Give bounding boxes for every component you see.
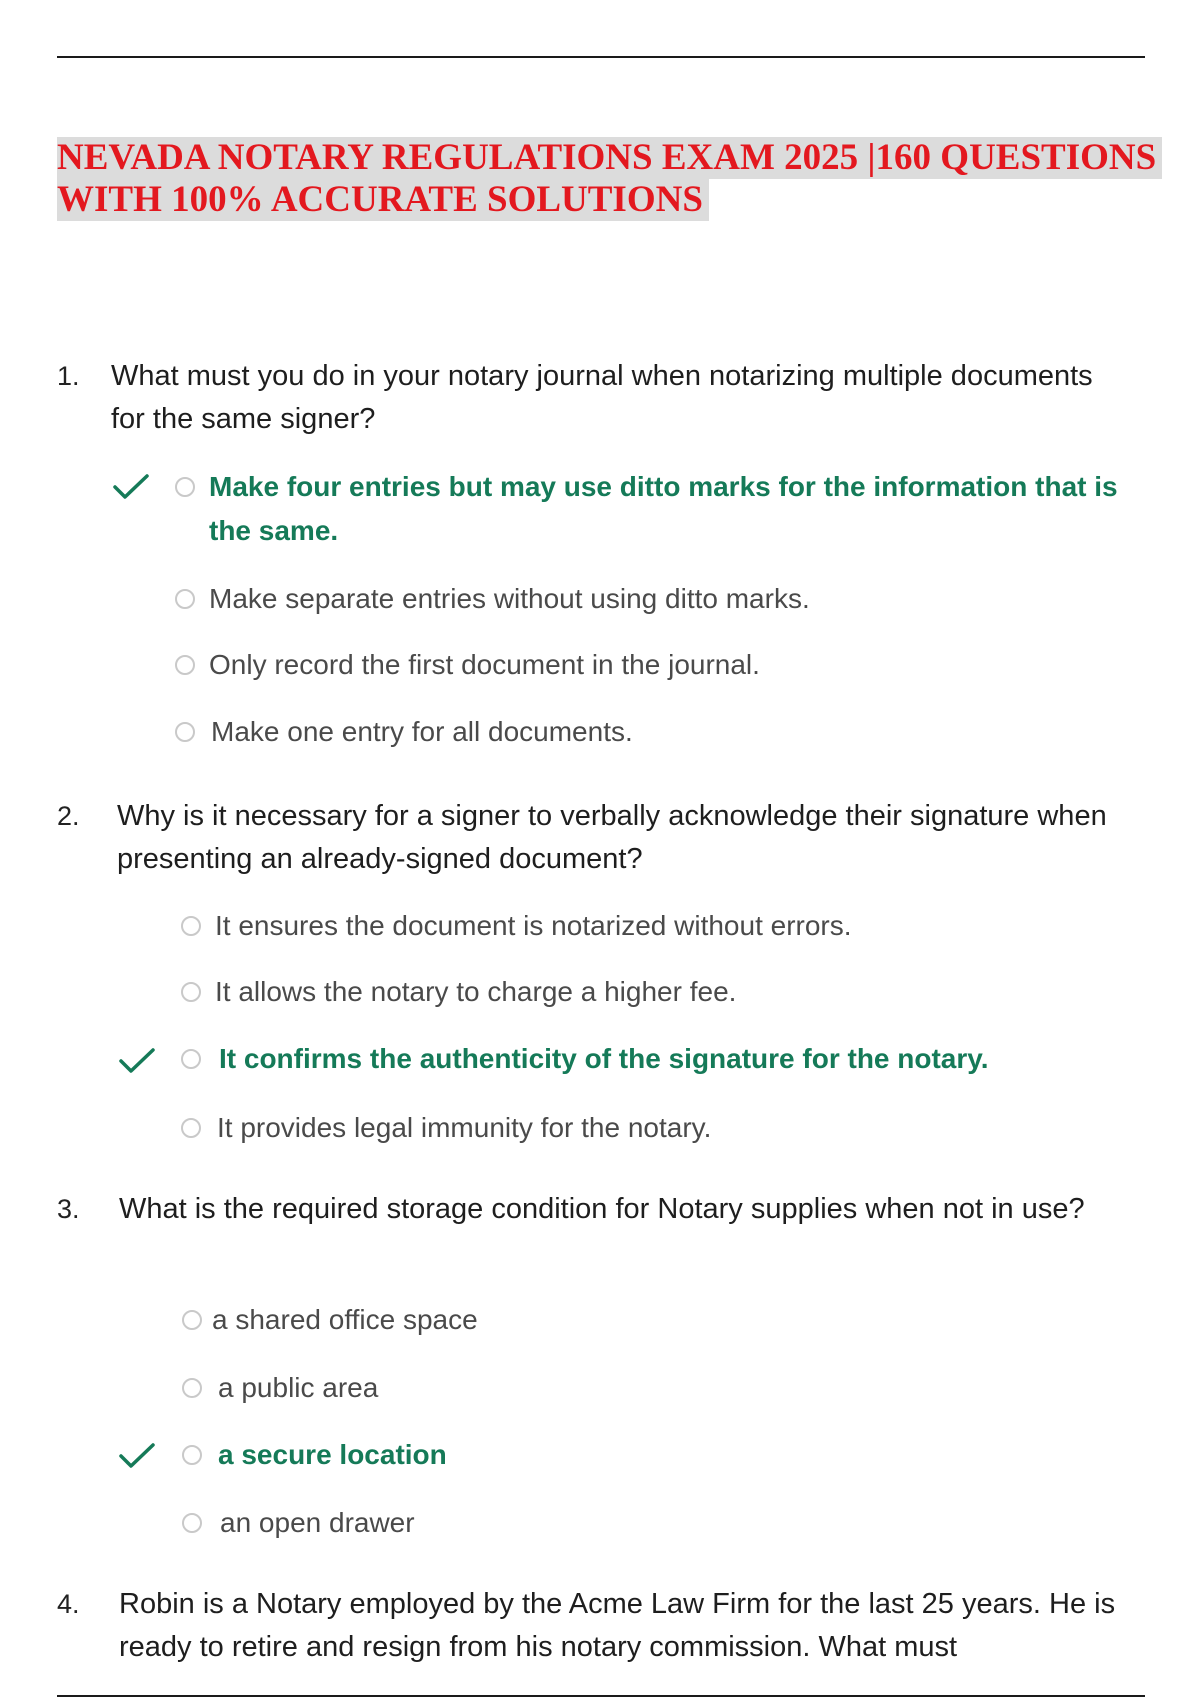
answer-option-correct[interactable]: a secure location	[218, 1439, 447, 1470]
radio-icon[interactable]	[175, 655, 195, 675]
check-icon	[112, 472, 150, 502]
answer-option[interactable]: a shared office space	[212, 1304, 478, 1335]
answer-option[interactable]: It provides legal immunity for the notary.	[217, 1112, 712, 1143]
answer-option-correct[interactable]: It confirms the authenticity of the signature for the notary.	[219, 1043, 989, 1074]
answer-option[interactable]: It allows the notary to charge a higher fee.	[215, 976, 737, 1007]
title-line-2: WITH 100% ACCURATE SOLUTIONS	[57, 179, 709, 221]
answer-option-correct[interactable]: Make four entries but may use ditto marks for the information that is the same.	[209, 471, 1118, 546]
answer-option[interactable]: Make separate entries without using ditto marks.	[209, 583, 810, 614]
top-rule	[57, 56, 1145, 58]
check-icon	[118, 1046, 156, 1076]
question-number: 3.	[57, 1194, 80, 1224]
answer-option[interactable]: Make one entry for all documents.	[211, 716, 633, 747]
question-text: Robin is a Notary employed by the Acme Law Firm for the last 25 years. He is ready to retire and resign from his notary commission. What must	[119, 1588, 1116, 1663]
bottom-rule	[57, 1695, 1145, 1697]
radio-icon[interactable]	[182, 1513, 202, 1533]
question-number: 1.	[57, 361, 80, 391]
radio-icon[interactable]	[175, 477, 195, 497]
question-text: Why is it necessary for a signer to verbally acknowledge their signature when presenting an already-signed document?	[117, 800, 1107, 875]
radio-icon[interactable]	[181, 916, 201, 936]
radio-icon[interactable]	[181, 982, 201, 1002]
answer-option[interactable]: Only record the first document in the journal.	[209, 649, 760, 680]
document-title	[57, 137, 1162, 221]
radio-icon[interactable]	[182, 1310, 202, 1330]
answer-option[interactable]: It ensures the document is notarized without errors.	[215, 910, 852, 941]
radio-icon[interactable]	[182, 1378, 202, 1398]
radio-icon[interactable]	[175, 722, 195, 742]
radio-icon[interactable]	[181, 1049, 201, 1069]
radio-icon[interactable]	[175, 589, 195, 609]
question-text: What is the required storage condition for Notary supplies when not in use?	[119, 1193, 1085, 1225]
question-text: What must you do in your notary journal when notarizing multiple documents for the same signer?	[111, 360, 1093, 435]
radio-icon[interactable]	[182, 1445, 202, 1465]
check-icon	[118, 1441, 156, 1471]
radio-icon[interactable]	[181, 1118, 201, 1138]
title-line-1: NEVADA NOTARY REGULATIONS EXAM 2025 |160 QUESTIONS	[57, 137, 1162, 179]
answer-option[interactable]: an open drawer	[220, 1507, 415, 1538]
answer-option[interactable]: a public area	[218, 1372, 379, 1403]
question-number: 2.	[57, 801, 80, 831]
question-number: 4.	[57, 1589, 80, 1619]
